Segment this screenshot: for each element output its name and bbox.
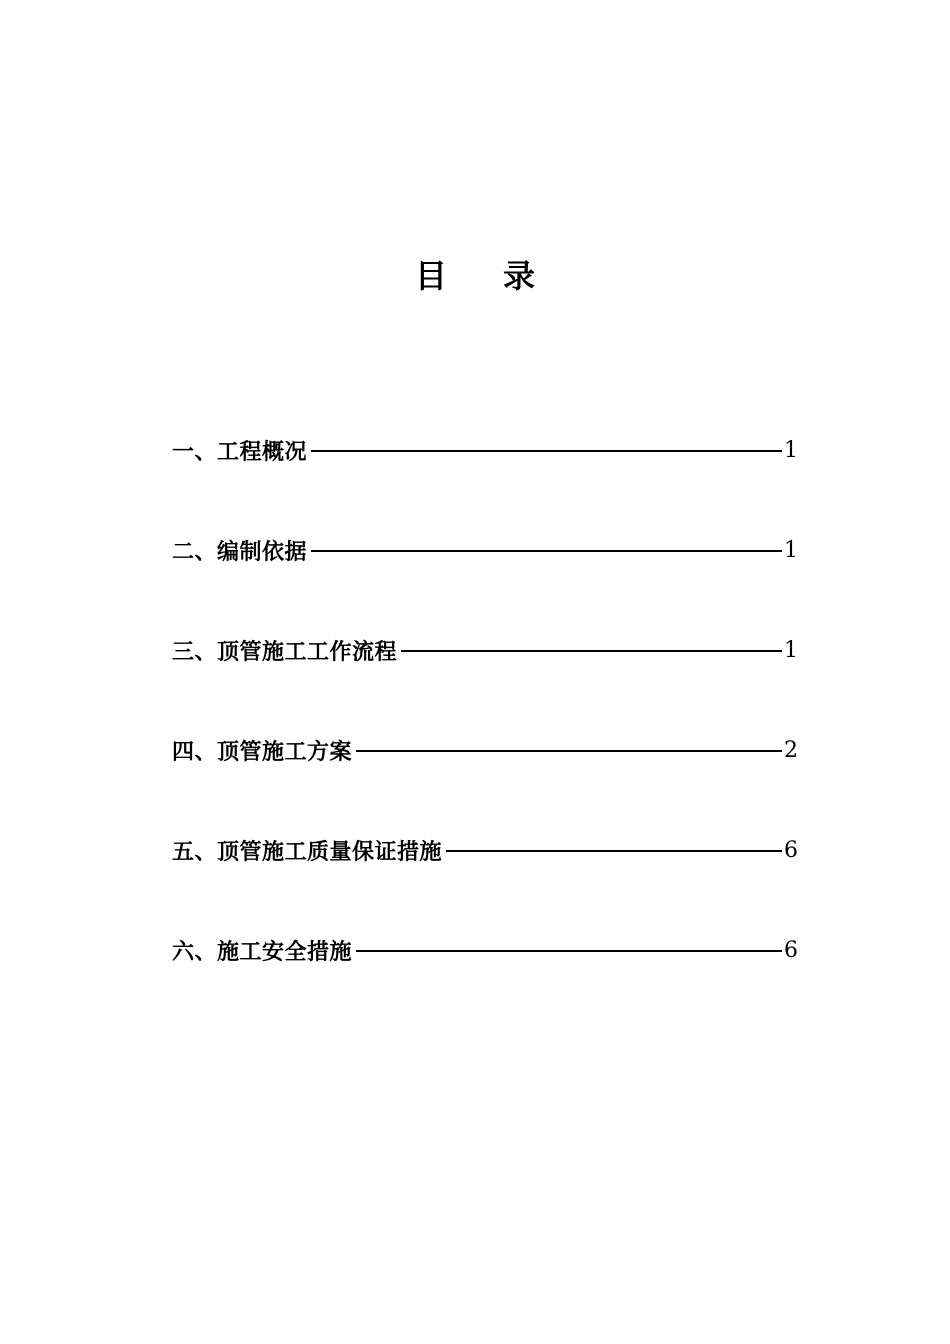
toc-entry-label: 四、顶管施工方案	[172, 738, 353, 765]
toc-entry-4[interactable]	[172, 730, 798, 770]
toc-entry-page-number: 1	[784, 637, 798, 663]
toc-entry-label: 六、施工安全措施	[172, 938, 353, 965]
toc-leader-line	[446, 850, 782, 852]
toc-leader-line	[356, 950, 782, 952]
toc-leader-line	[311, 550, 782, 552]
page-title	[0, 249, 950, 299]
toc-entry-label: 三、顶管施工工作流程	[172, 638, 398, 665]
toc-leader-line	[401, 650, 782, 652]
toc-entry-label: 五、顶管施工质量保证措施	[172, 838, 443, 865]
toc-entry-2[interactable]	[172, 530, 798, 570]
toc-entry-1[interactable]	[172, 430, 798, 470]
table-of-contents	[172, 430, 798, 1030]
toc-leader-line	[311, 450, 782, 452]
toc-entry-page-number: 1	[784, 537, 798, 563]
toc-entry-page-number: 6	[784, 837, 798, 863]
toc-entry-page-number: 1	[784, 437, 798, 463]
toc-entry-6[interactable]	[172, 930, 798, 970]
toc-entry-page-number: 2	[784, 737, 798, 763]
toc-entry-5[interactable]	[172, 830, 798, 870]
toc-leader-line	[356, 750, 782, 752]
toc-entry-label: 二、编制依据	[172, 538, 308, 565]
title-char-2: 录	[503, 257, 536, 296]
toc-entry-label: 一、工程概况	[172, 438, 308, 465]
title-char-1: 目	[414, 257, 447, 296]
toc-entry-page-number: 6	[784, 937, 798, 963]
toc-entry-3[interactable]	[172, 630, 798, 670]
